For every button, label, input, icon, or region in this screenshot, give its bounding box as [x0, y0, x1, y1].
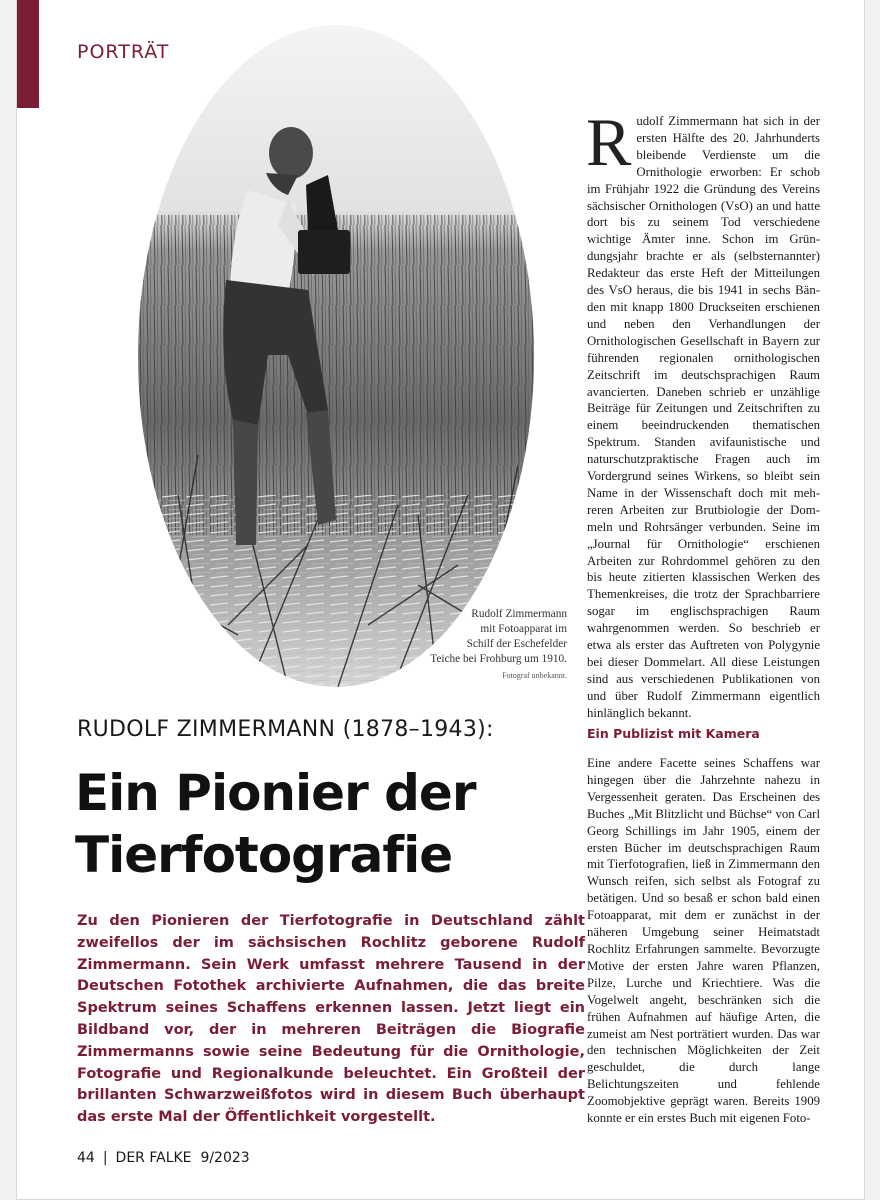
article-kicker: RUDOLF ZIMMERMANN (1878–1943):	[77, 717, 494, 742]
magazine-page	[17, 0, 864, 1199]
portrait-photo	[138, 25, 534, 687]
title-line-2: Tierfotografie	[75, 826, 453, 884]
caption-line: mit Fotoapparat im	[480, 623, 567, 635]
caption-line: Rudolf Zimmermann	[471, 608, 567, 620]
page-footer	[77, 1150, 250, 1166]
photo-caption	[397, 607, 567, 683]
body-column-1	[586, 104, 820, 722]
magazine-name: DER FALKE	[115, 1150, 192, 1166]
caption-line: Schilf der Eschefelder	[466, 638, 567, 650]
photo-credit: Fotograf unbekannt.	[502, 671, 567, 680]
issue-number: 9/2023	[200, 1150, 250, 1166]
article-lead: Zu den Pionieren der Tierfotografie in Deutschland zählt zweifellos der im sächsischen Rochlitz geborene Rudolf Zimmermann. Sein Werk umfasst mehrere Tausend in der Deutschen Fotothek archivierte Aufnahmen, die das breite Spektrum seines Schaffens erkennen lassen. Jetzt liegt ein Bildband vor, der in mehreren Beiträgen die Biografie Zimmermanns sowie seine Bedeutung für die Ornithologie, Fotografie und Regionalkunde beleuchtet. Ein Großteil der brillanten Schwarzweißfotos wird in diesem Buch überhaupt das erste Mal der Öffentlichkeit vorgestellt.	[77, 913, 585, 1126]
caption-line: Teiche bei Frohburg um 1910.	[430, 653, 567, 665]
section-subhead: Ein Publizist mit Kamera	[587, 726, 760, 741]
accent-bar	[17, 0, 39, 108]
article-title	[75, 762, 595, 886]
title-line-1: Ein Pionier der	[75, 764, 476, 822]
drop-cap: R	[586, 104, 632, 180]
body-text-1: udolf Zimmermann hat sich in der ersten Hälfte des 20. Jahrhunderts bleibende Verdienste um die Ornithologie erworben: Er schob im Frühjahr 1922 die Gründung des Vereins sächsischer Ornithologen (VsO) an und hatte dort bis zu seinem Tod verschiedene wichtige Ämter inne. Schon im Gründungsjahr brachte er als (selbsternannter) Redakteur das erste Heft der Mitteilungen des VsO heraus, die bis 1941 in sechs Bänden mit knapp 1800 Druckseiten erschienen und neben den Verhandlungen der Ornithologischen Gesellschaft in Bayern zur führenden regionalen ornithologischen Zeitschrift im deutschsprachigen Raum avancierten. Daneben schrieb er unzählige Beiträge für Zeitungen und Zeitschriften zu einem beeindruckenden thematischen Spektrum. Standen avifaunistische und naturschutzpraktische Fragen auch im Vordergrund seines Wirkens, so bleibt sein Name in der Wissenschaft doch mit mehreren Arbeiten zur Brutbiologie der Dommeln und Rohrsänger verbunden. Seine im „Journal für Ornithologie“ erschienen Arbeiten zur Rohrdommel gehören zu den bis heute zitierten klassischen Werken des Themenkreises, die trotz der Sprachbarriere sogar im englischsprachigen Raum wahrgenommen werden. So beschrieb er etwa als erster das Auftreten von Polygynie bei dieser Dommelart. All diese Leistungen sind aus verschiedenen Publikationen von und über Rudolf Zimmermann eigentlich hinlänglich bekannt.	[587, 114, 820, 720]
section-label: PORTRÄT	[77, 41, 170, 63]
page-number: 44	[77, 1150, 95, 1166]
footer-separator: |	[102, 1150, 108, 1166]
body-column-2: Eine andere Facette seines Schaffens war hingegen über die Jahrzehnte nahezu in Vergessenheit geraten. Das Erscheinen des Buches „Mit Blitzlicht und Büchse“ von Carl Georg Schillings im Jahr 1905, einem der ersten Bücher im deutschsprachigen Raum mit Tierfotografien, ließ in Zimmermann den Wunsch reifen, sich selbst als Fotograf zu betätigen. Und so besaß er schon bald einen Fotoapparat, mit dem er zunächst in der näheren Umgebung seiner Heimatstadt Rochlitz Erfahrungen sammelte. Bevorzugte Motive der ersten Jahre waren Pflanzen, Pilze, Lurche und Kriechtiere. Was die Vogelwelt angeht, beschränken sich die frühen Aufnahmen auf häufige Arten, die zumeist am Nest porträtiert wurden. Das war den technischen Möglichkeiten der Zeit geschuldet, die durch lange Belichtungszeiten und fehlende Zoomobjektive geprägt waren. Bereits 1909 konnte er ein erstes Buch mit eigenen Foto-	[587, 756, 820, 1126]
